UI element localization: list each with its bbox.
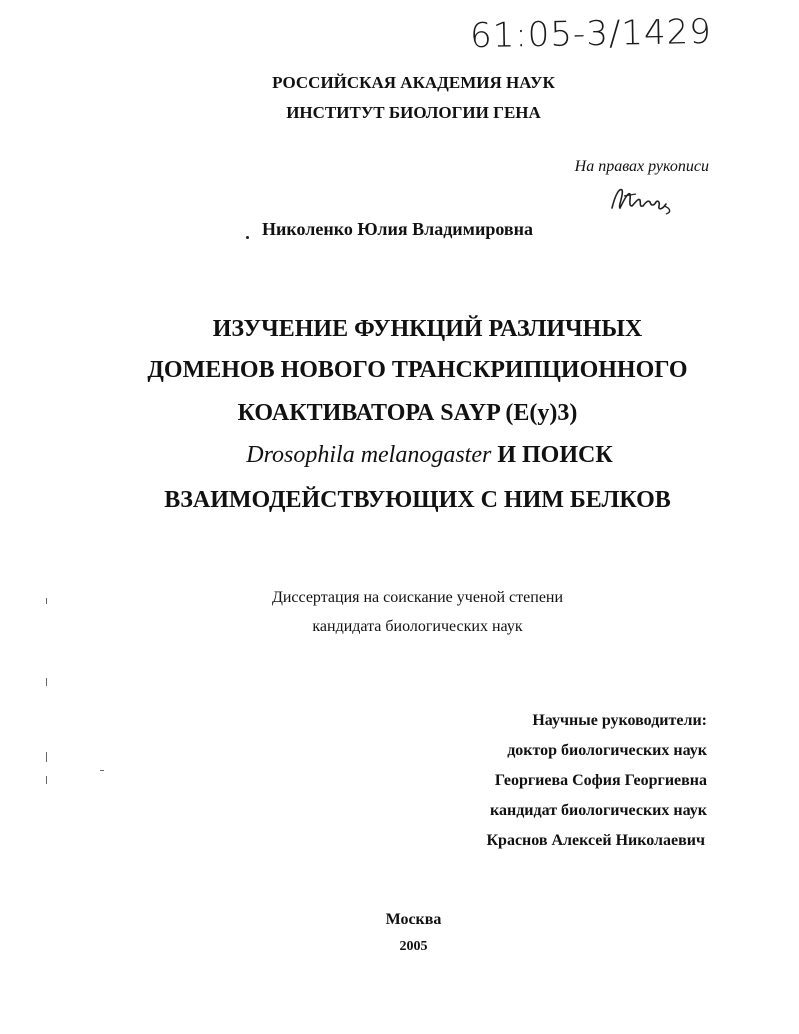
species-name: Drosophila melanogaster — [246, 442, 492, 468]
city: Москва — [385, 911, 442, 928]
title-line-3: КОАКТИВАТОРА SAYP (E(y)3) — [237, 400, 578, 426]
archive-number: 61:05-3/1429 — [469, 11, 713, 57]
stray-dot — [246, 236, 249, 239]
supervisors-heading: Научные руководители: — [532, 712, 707, 729]
scan-margin-mark — [46, 752, 47, 762]
scan-margin-mark — [100, 770, 104, 771]
supervisor-1-degree: доктор биологических наук — [507, 742, 707, 759]
title-line-5: ВЗАИМОДЕЙСТВУЮЩИХ С НИМ БЕЛКОВ — [164, 487, 671, 513]
supervisor-2-degree: кандидат биологических наук — [490, 802, 707, 819]
title-line-2: ДОМЕНОВ НОВОГО ТРАНСКРИПЦИОННОГО — [147, 357, 688, 383]
organization-line-2: ИНСТИТУТ БИОЛОГИИ ГЕНА — [286, 103, 541, 122]
supervisor-1-name: Георгиева София Георгиевна — [494, 772, 707, 789]
organization-line-1: РОССИЙСКАЯ АКАДЕМИЯ НАУК — [272, 73, 555, 92]
rights-note: На правах рукописи — [574, 158, 709, 175]
scan-margin-mark — [46, 678, 47, 686]
scan-margin-mark — [46, 776, 47, 784]
handwritten-signature — [606, 182, 676, 216]
title-line-4 — [30, 433, 799, 477]
dissertation-line-2: кандидата биологических наук — [312, 618, 523, 635]
year: 2005 — [399, 939, 428, 954]
title-line-4-rest: И ПОИСК — [491, 442, 613, 468]
title-line-1: ИЗУЧЕНИЕ ФУНКЦИЙ РАЗЛИЧНЫХ — [212, 316, 643, 342]
dissertation-line-1: Диссертация на соискание ученой степени — [271, 589, 564, 606]
scan-margin-mark — [46, 598, 47, 604]
author-name: Николенко Юлия Владимировна — [262, 219, 533, 239]
supervisors-block — [486, 706, 707, 856]
supervisor-2-name: Краснов Алексей Николаевич — [486, 832, 705, 849]
